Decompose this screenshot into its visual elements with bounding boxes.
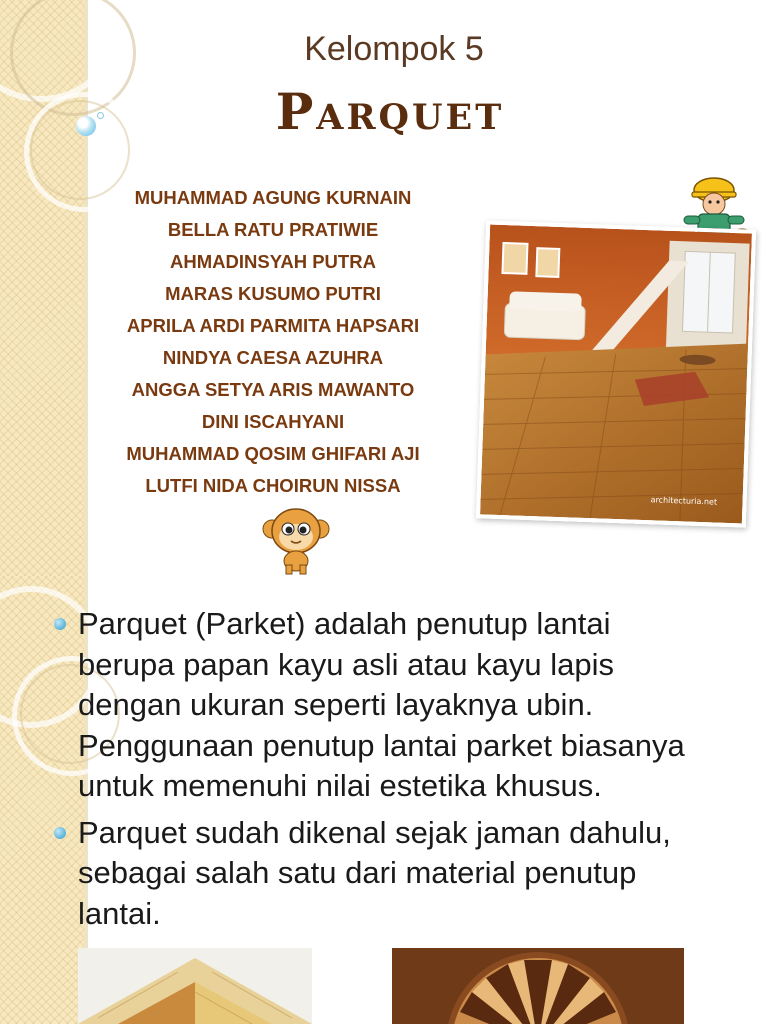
slide-content [0,576,768,1024]
member-name: MUHAMMAD QOSIM GHIFARI AJI [126,443,420,464]
member-name: DINI ISCAHYANI [201,411,345,432]
member-name: NINDYA CAESA AZUHRA [162,347,384,368]
slide-title: Parquet [275,82,505,141]
member-name: APRILA ARDI PARMITA HAPSARI [126,315,420,336]
monkey-cartoon-icon [258,505,334,575]
member-name: MARAS KUSUMO PUTRI [165,283,381,304]
room-parquet-photo [476,220,756,527]
parquet-inlay-photo [392,948,684,1024]
bullet-dot-icon [54,827,66,839]
bullet-list [50,604,710,940]
member-name: LUTFI NIDA CHOIRUN NISSA [145,475,401,496]
member-name: ANGGA SETYA ARIS MAWANTO [131,379,415,400]
member-list [90,184,456,504]
group-subtitle: Kelompok 5 [304,30,484,68]
bullet-item [50,813,710,935]
member-name: BELLA RATU PRATIWIE [167,219,379,240]
bullet-dot-icon [54,618,66,630]
member-name: MUHAMMAD AGUNG KURNAIN [134,187,412,208]
member-name: AHMADINSYAH PUTRA [170,251,376,272]
photo-watermark: architecturia.net [650,495,718,507]
bullet-text: Parquet sudah dikenal sejak jaman dahulu, sebagai salah satu dari material penutup lantai. [78,814,671,931]
parquet-tile-photo [78,948,312,1024]
bullet-text: Parquet (Parket) adalah penutup lantai berupa papan kayu asli atau kayu lapis dengan ukuran seperti layaknya ubin. Penggunaan penutup lantai parket biasanya untuk memenuhi nilai estetika khusus. [78,606,685,803]
bullet-item [50,604,710,807]
